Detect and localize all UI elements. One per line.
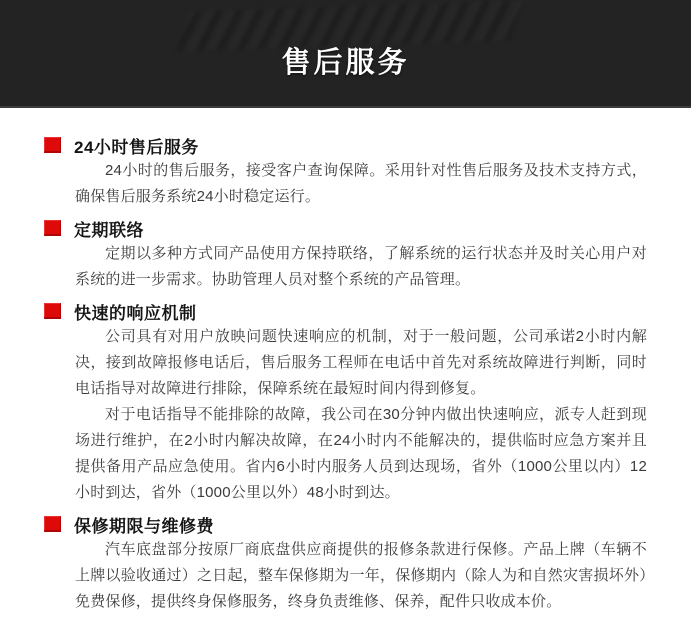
section-heading-row (44, 135, 647, 155)
section-paragraph: 24小时的售后服务，接受客户查询保障。采用针对性售后服务及技术支持方式，确保售后服务系统24小时稳定运行。 (75, 162, 647, 205)
section-paragraph: 公司具有对用户放映问题快速响应的机制，对于一般问题，公司承诺2小时内解决，接到故障报修电话后，售后服务工程师在电话中首先对系统故障进行判断，同时电话指导对故障进行排除，保障系统在最短时间内得到修复。 (75, 328, 647, 397)
section-paragraph: 定期以多种方式同产品使用方保持联络，了解系统的运行状态并及时关心用户对系统的进一步需求。协助管理人员对整个系统的产品管理。 (75, 245, 647, 288)
section-heading-row (44, 514, 647, 534)
section-paragraph: 汽车底盘部分按原厂商底盘供应商提供的报修条款进行保修。产品上牌（车辆不上牌以验收通过）之日起，整车保修期为一年，保修期内（除人为和自然灾害损坏外）免费保修，提供终身保修服务，终身负责维修、保养，配件只收成本价。 (75, 541, 647, 610)
section-paragraph: 对于电话指导不能排除的故障，我公司在30分钟内做出快速响应，派专人赶到现场进行维护，在2小时内解决故障，在24小时内不能解决的，提供临时应急方案并且提供备用产品应急使用。省内6小时内服务人员到达现场，省外（1000公里以内）12小时到达，省外（1000公里以外）48小时到达。 (75, 406, 647, 501)
section-fast-response (44, 301, 647, 506)
red-square-bullet-icon (44, 516, 61, 532)
section-title: 快速的响应机制 (74, 303, 197, 323)
red-square-bullet-icon (44, 137, 61, 153)
section-title: 24小时售后服务 (74, 137, 199, 157)
red-square-bullet-icon (44, 220, 61, 236)
section-heading-row (44, 218, 647, 238)
page-title: 售后服务 (281, 46, 410, 79)
section-title: 保修期限与维修费 (74, 516, 214, 536)
content-area (0, 135, 691, 615)
section-warranty (44, 514, 647, 615)
section-title: 定期联络 (74, 220, 144, 240)
section-heading-row (44, 301, 647, 321)
section-24h-service (44, 135, 647, 210)
red-square-bullet-icon (44, 303, 61, 319)
section-regular-contact (44, 218, 647, 293)
header-banner (0, 0, 691, 108)
